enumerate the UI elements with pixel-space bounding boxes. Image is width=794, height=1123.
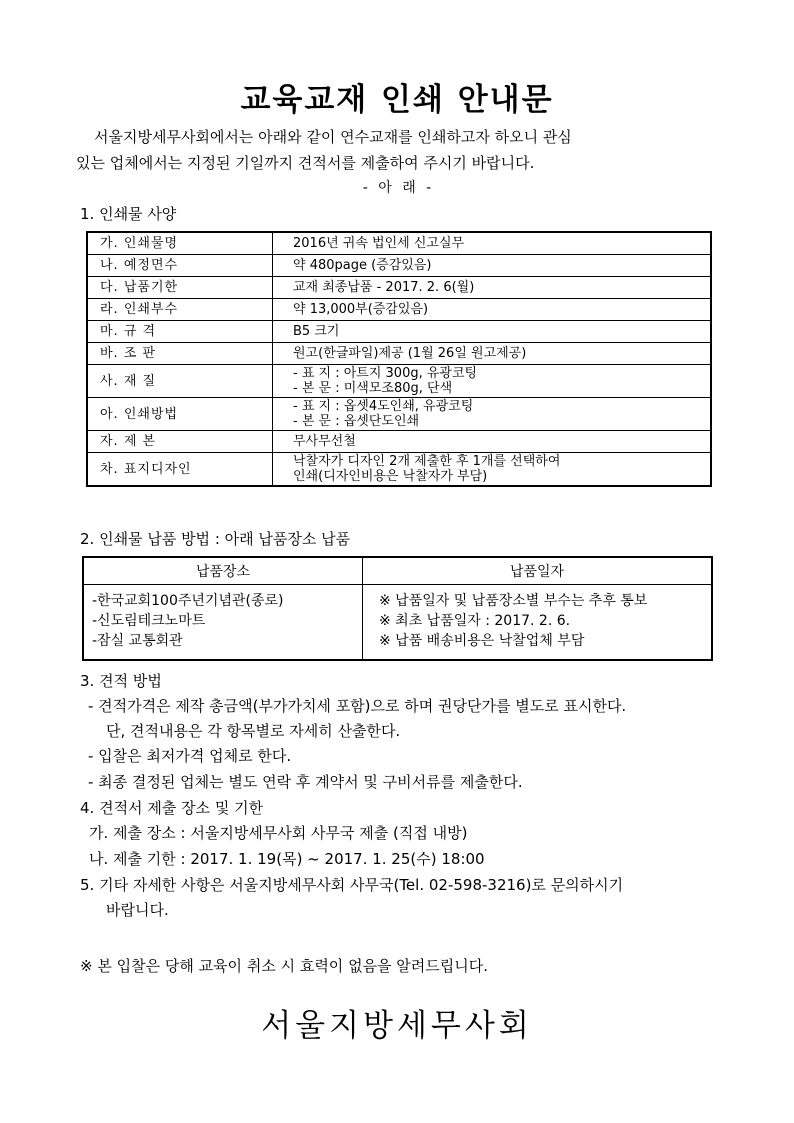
spec-value xyxy=(273,453,712,487)
list-item: ※ 납품일자 및 납품장소별 부수는 추후 통보 xyxy=(379,593,648,609)
spec-value-line: - 본 문 : 미색모조80g, 단색 xyxy=(293,381,453,396)
section4-item-1: 가. 제출 장소 : 서울지방세무사회 사무국 제출 (직접 내방) xyxy=(89,824,468,842)
spec-key: 차. 표지디자인 xyxy=(87,453,273,487)
table-row xyxy=(87,255,711,277)
spec-key: 마. 규 격 xyxy=(87,321,273,343)
table-row xyxy=(87,398,711,431)
spec-value: 원고(한글파일)제공 (1월 26일 원고제공) xyxy=(273,343,712,365)
section4-item-2: 나. 제출 기한 : 2017. 1. 19(목) ~ 2017. 1. 25(수) 18:00 xyxy=(89,850,485,868)
section5-line-1: 5. 기타 자세한 사항은 서울지방세무사회 사무국(Tel. 02-598-3216)로 문의하시기 xyxy=(80,876,624,894)
table-row xyxy=(87,232,711,255)
spec-value: B5 크기 xyxy=(273,321,712,343)
section3-heading: 3. 견적 방법 xyxy=(80,672,162,690)
table-row xyxy=(87,343,711,365)
spec-key: 아. 인쇄방법 xyxy=(87,398,273,431)
spec-key: 다. 납품기한 xyxy=(87,277,273,299)
list-item: ※ 납품 배송비용은 낙찰업체 부담 xyxy=(379,633,585,649)
ahrae-heading: - 아 래 - xyxy=(362,180,432,196)
table-row xyxy=(87,453,711,487)
document-title: 교육교재 인쇄 안내문 xyxy=(240,82,554,118)
table-row xyxy=(87,277,711,299)
table-row xyxy=(83,585,712,661)
table-row xyxy=(87,431,711,453)
intro-line-2: 있는 업체에서는 지정된 기일까지 견적서를 제출하여 주시기 바랍니다. xyxy=(76,154,535,172)
col-header-place: 납품장소 xyxy=(83,557,363,585)
spec-key: 바. 조 판 xyxy=(87,343,273,365)
spec-value-line: - 본 문 : 옵셋단도인쇄 xyxy=(293,414,420,429)
section3-item-1a: - 견적가격은 제작 총금액(부가가치세 포함)으로 하며 권당단가를 별도로 표시한다. xyxy=(88,697,627,715)
organization-signature: 서울지방세무사회 xyxy=(261,1008,533,1044)
table-row xyxy=(87,365,711,398)
spec-key: 라. 인쇄부수 xyxy=(87,299,273,321)
spec-key: 사. 재 질 xyxy=(87,365,273,398)
spec-key: 가. 인쇄물명 xyxy=(87,232,273,255)
spec-value-line: - 표 지 : 아트지 300g, 유광코팅 xyxy=(293,366,478,381)
table-row xyxy=(87,321,711,343)
section1-heading: 1. 인쇄물 사양 xyxy=(80,205,177,223)
list-item: -신도림테크노마트 xyxy=(92,613,206,629)
table-header-row xyxy=(83,557,712,585)
spec-value: 무사무선철 xyxy=(273,431,712,453)
section5-line-2: 바랍니다. xyxy=(106,901,169,919)
spec-value-line: 낙찰자가 디자인 2개 제출한 후 1개를 선택하여 xyxy=(293,454,561,469)
spec-value: 약 480page (증감있음) xyxy=(273,255,712,277)
spec-value xyxy=(273,365,712,398)
delivery-table xyxy=(82,556,713,661)
section2-heading: 2. 인쇄물 납품 방법 : 아래 납품장소 납품 xyxy=(80,530,351,548)
spec-value: 교재 최종납품 - 2017. 2. 6(월) xyxy=(273,277,712,299)
intro-paragraph xyxy=(76,124,726,176)
spec-value-line: 인쇄(디자인비용은 낙찰자가 부담) xyxy=(293,469,488,484)
table-row xyxy=(87,299,711,321)
spec-value xyxy=(273,398,712,431)
spec-value: 2016년 귀속 법인세 신고실무 xyxy=(273,232,712,255)
list-item: -잠실 교통회관 xyxy=(92,633,183,649)
col-header-date: 납품일자 xyxy=(363,557,713,585)
section4-heading: 4. 견적서 제출 장소 및 기한 xyxy=(80,799,264,817)
delivery-notes xyxy=(363,585,713,661)
spec-value: 약 13,000부(증감있음) xyxy=(273,299,712,321)
list-item: ※ 최초 납품일자 : 2017. 2. 6. xyxy=(379,613,571,629)
spec-key: 자. 제 본 xyxy=(87,431,273,453)
list-item: -한국교회100주년기념관(종로) xyxy=(92,593,284,609)
section3-item-3: - 최종 결정된 업체는 별도 연락 후 계약서 및 구비서류를 제출한다. xyxy=(88,773,523,791)
cancellation-notice: ※ 본 입찰은 당해 교육이 취소 시 효력이 없음을 알려드립니다. xyxy=(80,957,489,975)
spec-table xyxy=(86,231,712,487)
spec-value-line: - 표 지 : 옵셋4도인쇄, 유광코팅 xyxy=(293,399,474,414)
intro-line-1: 서울지방세무사회에서는 아래와 같이 연수교재를 인쇄하고자 하오니 관심 xyxy=(94,128,572,146)
section3-item-2: - 입찰은 최저가격 업체로 한다. xyxy=(88,747,292,765)
spec-key: 나. 예정면수 xyxy=(87,255,273,277)
delivery-places xyxy=(83,585,363,661)
section3-item-1b: 단, 견적내용은 각 항목별로 자세히 산출한다. xyxy=(106,722,401,740)
